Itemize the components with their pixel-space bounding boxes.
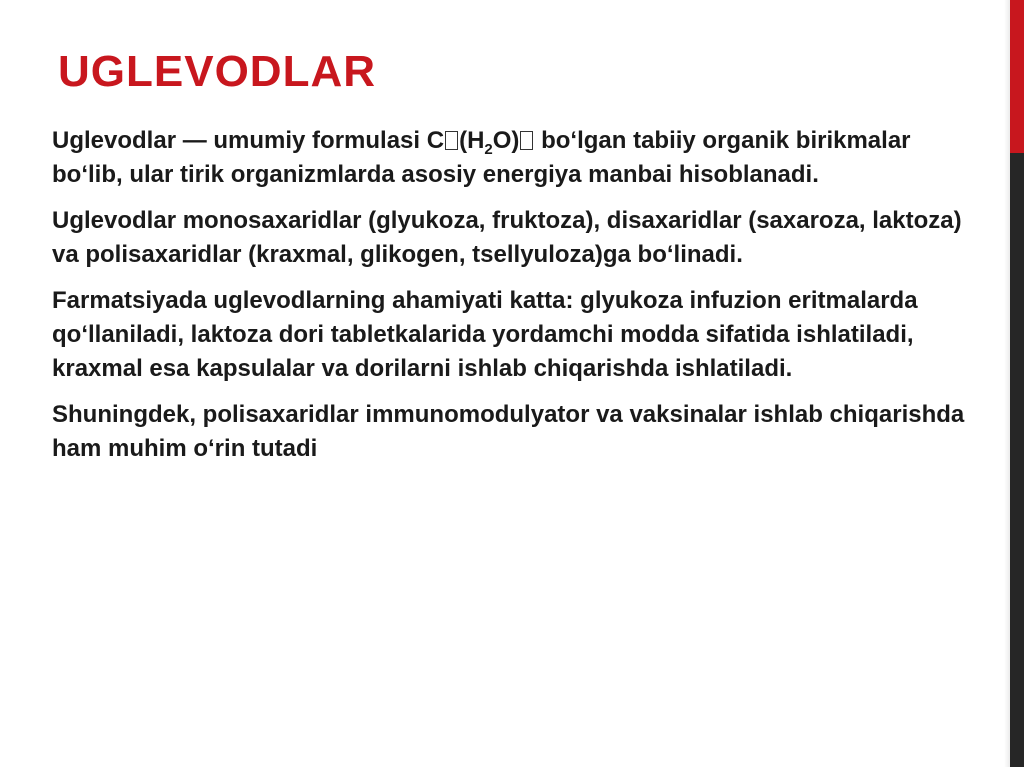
paragraph-classification: Uglevodlar monosaxaridlar (glyukoza, fruktoza), disaxaridlar (saxaroza, laktoza) va polisaxaridlar (kraxmal, glikogen, tsellyuloza)ga bo‘linadi.: [52, 207, 962, 268]
paragraph-definition-text-1: Uglevodlar — umumiy formulasi C: [52, 127, 445, 154]
accent-bar-red: [1010, 0, 1024, 153]
accent-bar-dark: [1010, 153, 1024, 767]
subscript-2: 2: [484, 140, 493, 158]
missing-glyph-icon: [520, 131, 533, 150]
slide-body: [52, 124, 987, 478]
slide-title: UGLEVODLAR: [58, 47, 376, 96]
paragraph-definition-text-2: (H: [459, 127, 485, 154]
paragraph-pharmacy: Farmatsiyada uglevodlarning ahamiyati katta: glyukoza infuzion eritmalarda qo‘llaniladi, laktoza dori tabletkalarida yordamchi modda sifatida ishlatiladi, kraxmal esa kapsulalar va dorilarni ishlab chiqarishda ishlatiladi.: [52, 287, 918, 382]
missing-glyph-icon: [445, 131, 458, 150]
paragraph-definition-text-4: bo‘lgan tabiiy organik birikmalar bo‘lib, ular tirik organizmlarda asosiy energiya manbai hisoblanadi.: [52, 127, 911, 188]
paragraph-definition-text-3: O): [492, 127, 520, 154]
paragraph-definition: [52, 124, 987, 192]
paragraph-polysaccharides: Shuningdek, polisaxaridlar immunomodulyator va vaksinalar ishlab chiqarishda ham muhim o‘rin tutadi: [52, 401, 965, 462]
